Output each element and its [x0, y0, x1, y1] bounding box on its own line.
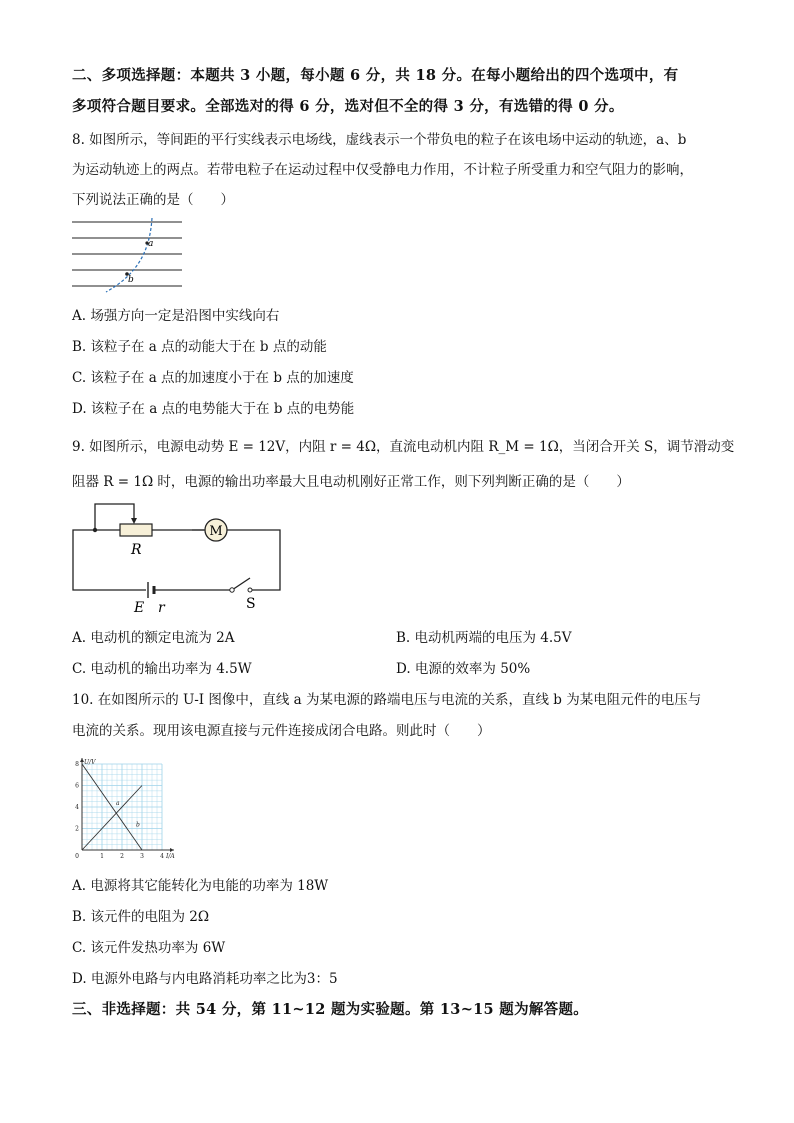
section3-heading: 三、非选择题：共 54 分，第 11~12 题为实验题。第 13~15 题为解答题。 — [72, 1001, 589, 1018]
x-axis-arrow — [170, 848, 174, 852]
q10-stem-line2: 电流的关系。现用该电源直接与元件连接成闭合电路。则此时（ ） — [72, 723, 491, 739]
q10-option-c: C. 该元件发热功率为 6W — [72, 940, 226, 956]
x-tick-label: 3 — [140, 853, 144, 860]
q9-option-b: B. 电动机两端的电压为 4.5V — [396, 630, 572, 646]
q10-stem-line1: 10. 在如图所示的 U-I 图像中，直线 a 为某电源的路端电压与电流的关系，直线 b 为某电阻元件的电压与 — [72, 692, 702, 708]
section2-heading-line1: 二、多项选择题：本题共 3 小题，每小题 6 分，共 18 分。在每小题给出的四个选项中，有 — [72, 67, 679, 84]
y-tick-label: 6 — [75, 782, 79, 790]
y-tick-label: 8 — [75, 761, 79, 768]
switch-contact — [230, 588, 234, 592]
x-tick-label: 2 — [120, 853, 124, 860]
q8-option-d: D. 该粒子在 a 点的电势能大于在 b 点的电势能 — [72, 401, 355, 417]
q8-stem-line3: 下列说法正确的是（ ） — [72, 192, 234, 208]
series-label-b: b — [136, 821, 140, 829]
rheostat-slider — [131, 518, 137, 524]
q9-circuit-figure — [70, 500, 284, 616]
switch-label: S — [246, 596, 256, 612]
motor-label: M — [209, 524, 223, 539]
q10-option-a: A. 电源将其它能转化为电能的功率为 18W — [72, 878, 329, 894]
rheostat-label: R — [131, 542, 142, 558]
q8-option-b: B. 该粒子在 a 点的动能大于在 b 点的动能 — [72, 339, 327, 355]
q9-option-d: D. 电源的效率为 50% — [396, 661, 531, 677]
q10-option-b: B. 该元件的电阻为 2Ω — [72, 909, 210, 925]
section2-heading-line2: 多项符合题目要求。全部选对的得 6 分，选对但不全的得 3 分，有选错的得 0 分。 — [72, 98, 624, 115]
point-a-label: a — [148, 239, 154, 249]
emf-label: E — [134, 600, 145, 616]
y-tick-label: 4 — [75, 804, 79, 811]
junction-dot — [93, 528, 97, 532]
rheostat-body — [120, 524, 152, 536]
q8-option-a: A. 场强方向一定是沿图中实线向右 — [72, 308, 280, 324]
q9-option-a: A. 电动机的额定电流为 2A — [72, 630, 235, 646]
q8-stem-line1: 8. 如图所示，等间距的平行实线表示电场线，虚线表示一个带负电的粒子在该电场中运动的轨迹，a、b — [72, 132, 687, 148]
y-tick-label: 2 — [75, 825, 79, 833]
q8-field-figure — [70, 218, 190, 298]
internal-resistance-label: r — [158, 600, 165, 616]
q9-stem-line1: 9. 如图所示，电源电动势 E = 12V，内阻 r = 4Ω，直流电动机内阻 R_M = 1Ω，当闭合开关 S，调节滑动变 — [72, 439, 735, 455]
q8-stem-line2: 为运动轨迹上的两点。若带电粒子在运动过程中仅受静电力作用，不计粒子所受重力和空气阻力的影响， — [72, 162, 693, 178]
series-label-a: a — [116, 799, 120, 807]
y-axis-label: U/V — [84, 759, 96, 766]
q8-option-c: C. 该粒子在 a 点的加速度小于在 b 点的加速度 — [72, 370, 354, 386]
q10-option-d: D. 电源外电路与内电路消耗功率之比为3：5 — [72, 971, 338, 987]
x-tick-label: 0 — [75, 853, 79, 860]
x-axis-label: I/A — [166, 853, 175, 860]
x-tick-label: 1 — [100, 853, 104, 860]
q9-stem-line2: 阻器 R = 1Ω 时，电源的输出功率最大且电动机刚好正常工作，则下列判断正确的是（ ） — [72, 474, 630, 490]
x-tick-label: 4 — [160, 853, 164, 860]
q10-ui-graph — [70, 756, 186, 864]
q9-option-c: C. 电动机的输出功率为 4.5W — [72, 661, 252, 677]
point-b-label: b — [128, 275, 134, 285]
circuit-wires — [73, 504, 280, 590]
